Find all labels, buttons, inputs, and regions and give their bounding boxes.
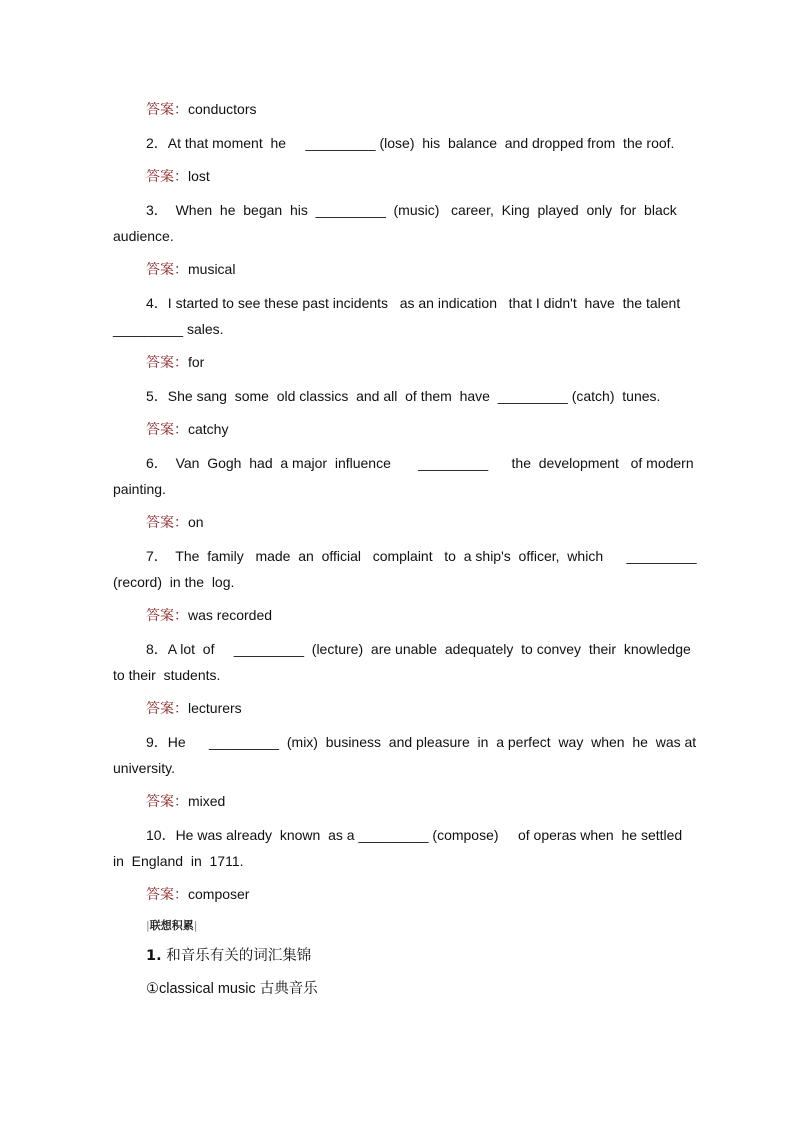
question-text-line1: 8．A lot of _________ (lecture) are unable adequately to convey their knowledge bbox=[146, 641, 691, 657]
vocab-marker: ① bbox=[146, 981, 159, 997]
vocab-item bbox=[113, 976, 680, 1002]
answer-label: 答案： bbox=[146, 515, 188, 531]
question-text-line2: audience. bbox=[113, 228, 174, 244]
answer-value: composer bbox=[188, 886, 250, 902]
answer-label: 答案： bbox=[146, 102, 188, 118]
answer-value: lecturers bbox=[188, 700, 242, 716]
question-9 bbox=[113, 729, 697, 781]
question-text: 5．She sang some old classics and all of them have _________ (catch) tunes. bbox=[146, 388, 661, 404]
section-tag-text: 联想积累 bbox=[149, 919, 194, 932]
answer-value: catchy bbox=[188, 421, 229, 437]
answer-line bbox=[113, 163, 680, 190]
answer-value: mixed bbox=[188, 793, 226, 809]
answer-label: 答案： bbox=[146, 169, 188, 185]
answer-line bbox=[113, 509, 680, 536]
question-text-line1: 9．He _________ (mix) business and pleasure in a perfect way when he was at bbox=[146, 734, 697, 750]
vocab-chinese: 古典音乐 bbox=[259, 981, 318, 997]
document-page bbox=[113, 96, 697, 1002]
question-text-line2: university. bbox=[113, 760, 175, 776]
question-text-line2: in England in 1711. bbox=[113, 853, 244, 869]
answer-value: for bbox=[188, 354, 205, 370]
answer-label: 答案： bbox=[146, 355, 188, 371]
answer-value: lost bbox=[188, 168, 210, 184]
answer-line bbox=[113, 881, 680, 908]
answer-label: 答案： bbox=[146, 608, 188, 624]
answer-label: 答案： bbox=[146, 262, 188, 278]
question-text-line1: 10．He was already known as a _________ (compose) of operas when he settled bbox=[146, 827, 683, 843]
question-8 bbox=[113, 636, 691, 688]
answer-label: 答案： bbox=[146, 701, 188, 717]
question-text: 2．At that moment he _________ (lose) his balance and dropped from the roof. bbox=[146, 135, 675, 151]
section-tag bbox=[113, 915, 680, 937]
question-text-line1: 7． The family made an official complaint to a ship's officer, which _________ bbox=[146, 548, 697, 564]
answer-label: 答案： bbox=[146, 422, 188, 438]
vocab-english: classical music bbox=[159, 981, 256, 997]
question-text-line2: painting. bbox=[113, 481, 166, 497]
question-2 bbox=[113, 130, 680, 156]
answer-value: was recorded bbox=[188, 607, 273, 623]
answer-value: on bbox=[188, 514, 204, 530]
question-text-line1: 4．I started to see these past incidents as an indication that I didn't have the talent bbox=[146, 295, 681, 311]
sub-heading-number: 1. bbox=[146, 948, 162, 964]
answer-line bbox=[113, 96, 680, 123]
question-text-line1: 3． When he began his _________ (music) career, King played only for black bbox=[146, 202, 677, 218]
sub-heading-text: 和音乐有关的词汇集锦 bbox=[166, 948, 312, 964]
question-text-line1: 6． Van Gogh had a major influence _________ the development of modern bbox=[146, 455, 694, 471]
question-10 bbox=[113, 822, 683, 874]
tag-bar-right: | bbox=[193, 919, 198, 932]
answer-value: musical bbox=[188, 261, 236, 277]
answer-line bbox=[113, 788, 680, 815]
tag-bar-left: | bbox=[146, 919, 150, 932]
sub-heading bbox=[113, 943, 680, 969]
question-6 bbox=[113, 450, 694, 502]
question-text-line2: (record) in the log. bbox=[113, 574, 235, 590]
question-7 bbox=[113, 543, 697, 595]
answer-line bbox=[113, 256, 680, 283]
answer-line bbox=[113, 695, 680, 722]
question-3 bbox=[113, 197, 680, 249]
answer-label: 答案： bbox=[146, 887, 188, 903]
answer-value: conductors bbox=[188, 101, 257, 117]
answer-line bbox=[113, 349, 680, 376]
answer-line bbox=[113, 602, 680, 629]
question-text-line2: _________ sales. bbox=[113, 321, 224, 337]
question-4 bbox=[113, 290, 680, 342]
question-5 bbox=[113, 383, 680, 409]
answer-label: 答案： bbox=[146, 794, 188, 810]
answer-line bbox=[113, 416, 680, 443]
question-text-line2: to their students. bbox=[113, 667, 221, 683]
